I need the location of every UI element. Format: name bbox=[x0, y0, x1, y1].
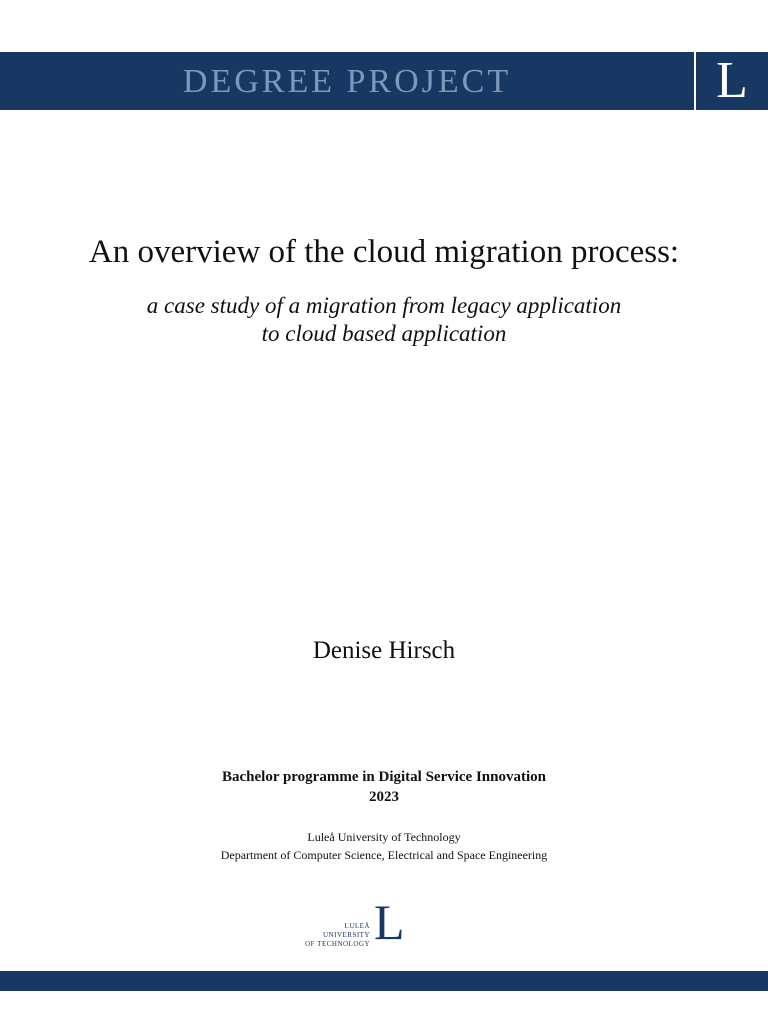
programme-name: Bachelor programme in Digital Service Innovation bbox=[221, 769, 546, 785]
logo-text-line-1: LULEÅ bbox=[344, 922, 370, 930]
university-name: Luleå University of Technology bbox=[307, 830, 461, 844]
subtitle-line-2: to cloud based application bbox=[261, 321, 507, 346]
thesis-subtitle bbox=[0, 292, 768, 348]
logo-text-line-2: UNIVERSITY bbox=[323, 931, 370, 939]
thesis-title: An overview of the cloud migration process: bbox=[88, 234, 680, 270]
degree-project-label: DEGREE PROJECT bbox=[182, 63, 512, 100]
header-banner bbox=[0, 52, 768, 110]
department-name: Department of Computer Science, Electrical and Space Engineering bbox=[220, 848, 548, 862]
year: 2023 bbox=[369, 789, 399, 805]
footer-band bbox=[0, 971, 768, 991]
logo-text-line-3: OF TECHNOLOGY bbox=[305, 940, 370, 948]
logo-letter: L bbox=[374, 894, 405, 950]
university-logo-mark: L bbox=[716, 52, 748, 109]
subtitle-line-1: a case study of a migration from legacy application bbox=[146, 293, 622, 318]
ltu-logo bbox=[305, 894, 428, 952]
author-name: Denise Hirsch bbox=[312, 637, 456, 664]
